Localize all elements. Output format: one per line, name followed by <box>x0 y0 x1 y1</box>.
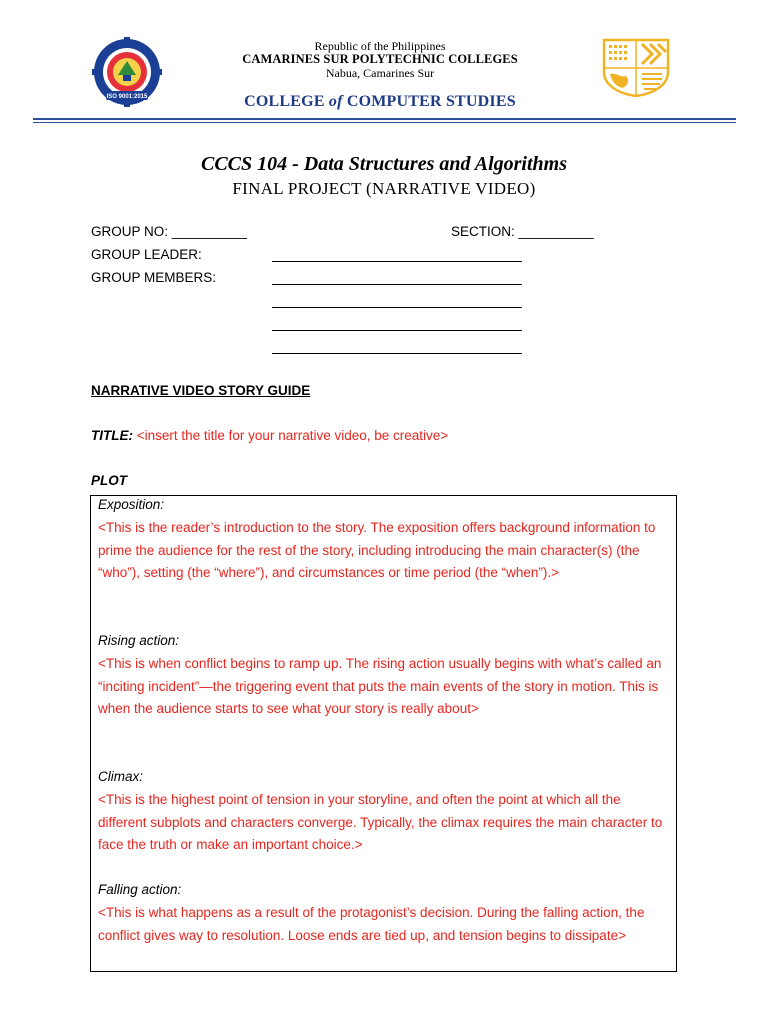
title-label: TITLE: <box>91 428 133 443</box>
college-name-post: COMPUTER STUDIES <box>342 93 516 110</box>
plot-box <box>90 495 677 972</box>
document-header <box>0 0 768 125</box>
plot-label: Rising action: <box>98 633 180 648</box>
group-member-blank-4[interactable] <box>272 353 522 354</box>
cspc-seal-icon <box>92 37 162 107</box>
group-member-blank-1[interactable] <box>272 284 522 285</box>
college-name-of: of <box>328 93 343 110</box>
college-name <box>180 93 580 111</box>
group-no-label: GROUP NO: __________ <box>91 224 247 239</box>
project-title: FINAL PROJECT (NARRATIVE VIDEO) <box>232 179 536 198</box>
plot-label: Exposition: <box>98 497 165 512</box>
plot-description: <This is the highest point of tension in your storyline, and often the point at which all the different subplots and characters converge. Typically, the climax requires the main character to face the truth or make an important choice.> <box>98 791 663 853</box>
group-member-blank-3[interactable] <box>272 330 522 331</box>
plot-rising-action <box>98 630 663 721</box>
college-name-pre: COLLEGE <box>244 93 329 110</box>
plot-climax <box>98 766 663 857</box>
republic-text: Republic of the Philippines <box>314 39 446 53</box>
group-members-label: GROUP MEMBERS: <box>91 270 217 285</box>
school-name: CAMARINES SUR POLYTECHNIC COLLEGES <box>242 52 518 66</box>
plot-description: <This is what happens as a result of the protagonist’s decision. During the falling action, the conflict gives way to resolution. Loose ends are tied up, and tension begins to dissipate> <box>98 904 645 943</box>
group-member-blank-2[interactable] <box>272 307 522 308</box>
plot-falling-action <box>98 879 663 947</box>
plot-label: Climax: <box>98 769 144 784</box>
plot-heading: PLOT <box>91 473 127 488</box>
plot-label: Falling action: <box>98 882 182 897</box>
header-divider <box>33 118 736 120</box>
section-label: SECTION: __________ <box>451 224 594 239</box>
title-row <box>91 428 448 443</box>
story-guide-heading: NARRATIVE VIDEO STORY GUIDE <box>91 383 311 398</box>
iso-badge-text: ISO 9001:2015 <box>106 94 148 100</box>
school-location: Nabua, Camarines Sur <box>325 66 435 80</box>
plot-description: <This is when conflict begins to ramp up. The rising action usually begins with what’s called an “inciting incident”—the triggering event that puts the main events of the story in motion. This is when the audience starts to see what your story is really about> <box>98 655 662 717</box>
ccs-shield-icon <box>602 38 670 98</box>
group-leader-blank[interactable] <box>272 261 522 262</box>
title-placeholder: <insert the title for your narrative video, be creative> <box>133 428 449 443</box>
plot-description: <This is the reader’s introduction to the story. The exposition offers background information to prime the audience for the rest of the story, including introducing the main character(s) (the “who”), setting (the “where”), and circumstances or time period (the “when”).> <box>98 519 656 581</box>
course-title: CCCS 104 - Data Structures and Algorithms <box>200 153 568 175</box>
header-divider-thin <box>33 122 736 123</box>
plot-exposition <box>98 494 663 585</box>
group-leader-label: GROUP LEADER: <box>91 247 202 262</box>
